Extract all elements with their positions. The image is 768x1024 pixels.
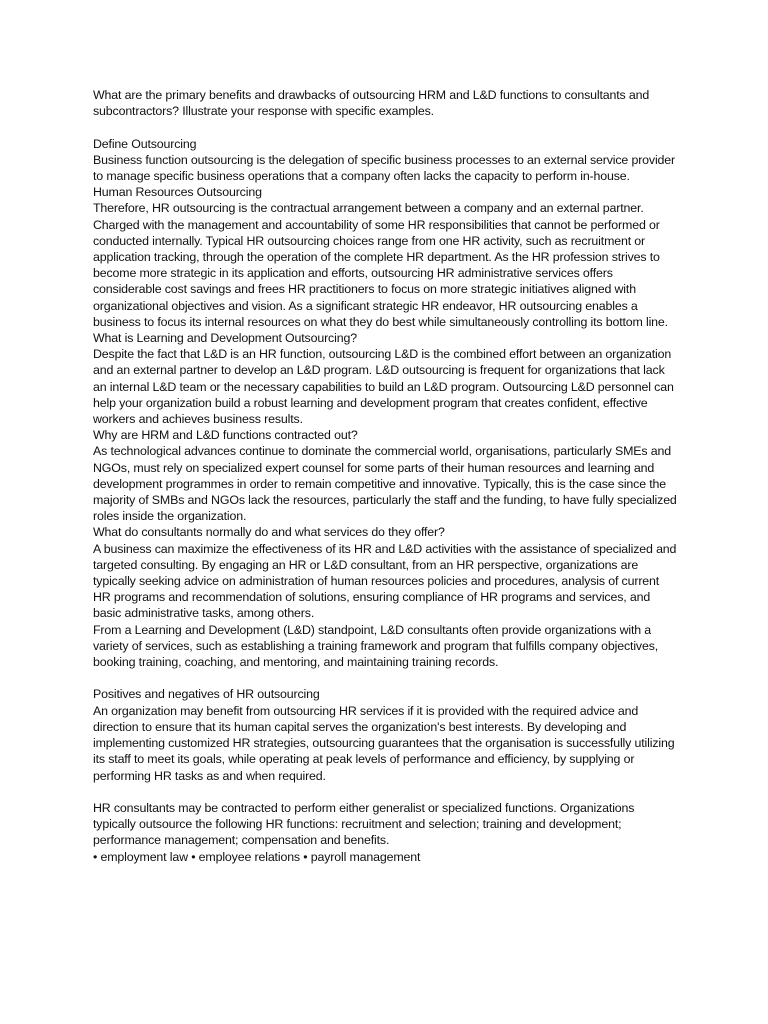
spacer: [93, 119, 678, 135]
section-hr-consultants: [93, 800, 678, 865]
document-page: [93, 87, 678, 865]
section-heading: What is Learning and Development Outsourcing?: [93, 331, 357, 346]
section-paragraph: Therefore, HR outsourcing is the contractual arrangement between a company and an external partner. Charged with the management and accountability of some HR responsibilities that cannot be performed or conducted internally. Typical HR outsourcing choices range from one HR activity, such as recruitment or application tracking, through the operation of the complete HR department. As the HR profession strives to become more strategic in its application and efforts, outsourcing HR administrative services offers considerable cost savings and frees HR practitioners to focus on more strategic initiatives aligned with organizational objectives and vision. As a significant strategic HR endeavor, HR outsourcing enables a business to focus its internal resources on what they do best while simultaneously controlling its bottom line.: [93, 201, 668, 329]
question-text: What are the primary benefits and drawbacks of outsourcing HRM and L&D functions to consultants and subcontractors? Illustrate your response with specific examples.: [93, 88, 650, 119]
bullet-list-line: • employment law • employee relations • payroll management: [93, 849, 421, 864]
section-positives-negatives: [93, 686, 678, 783]
spacer: [93, 784, 678, 800]
spacer: [93, 670, 678, 686]
section-hr-outsourcing: [93, 184, 678, 330]
section-paragraph: An organization may benefit from outsourcing HR services if it is provided with the required advice and direction to ensure that its human capital serves the organization's best interests. By developing and implementing customized HR strategies, outsourcing guarantees that the organisation is successfully utilizing its staff to meet its goals, while operating at peak levels of performance and efficiency, by supplying or performing HR tasks as and when required.: [93, 703, 675, 783]
section-paragraph: HR consultants may be contracted to perform either generalist or specialized functions. Organizations typically outsource the following HR functions: recruitment and selection; training and development; performance management; compensation and benefits.: [93, 800, 635, 848]
section-paragraph: From a Learning and Development (L&D) standpoint, L&D consultants often provide organizations with a variety of services, such as establishing a training framework and program that fulfills company objectives, booking training, coaching, and mentoring, and maintaining training records.: [93, 622, 659, 670]
section-consultant-services: [93, 524, 678, 670]
section-why-contracted: [93, 427, 678, 524]
section-heading: Define Outsourcing: [93, 136, 197, 151]
section-heading: Human Resources Outsourcing: [93, 185, 262, 200]
section-heading: Why are HRM and L&D functions contracted out?: [93, 428, 358, 443]
section-paragraph: A business can maximize the effectiveness of its HR and L&D activities with the assistance of specialized and targeted consulting. By engaging an HR or L&D consultant, from an HR perspective, organizations are typically seeking advice on administration of human resources policies and procedures, analysis of current HR programs and recommendation of solutions, ensuring compliance of HR programs and services, and basic administrative tasks, among others.: [93, 541, 677, 621]
section-heading: What do consultants normally do and what services do they offer?: [93, 525, 445, 540]
section-paragraph: Business function outsourcing is the delegation of specific business processes to an external service provider to manage specific business operations that a company often lacks the capacity to perform in-house.: [93, 152, 676, 183]
section-define-outsourcing: [93, 136, 678, 185]
section-ld-outsourcing: [93, 330, 678, 427]
section-paragraph: As technological advances continue to dominate the commercial world, organisations, particularly SMEs and NGOs, must rely on specialized expert counsel for some parts of their human resources and learning and development programmes in order to remain competitive and innovative. Typically, this is the case since the majority of SMBs and NGOs lack the resources, particularly the staff and the funding, to have fully specialized roles inside the organization.: [93, 444, 677, 524]
question-block: [93, 87, 678, 119]
section-paragraph: Despite the fact that L&D is an HR function, outsourcing L&D is the combined effort between an organization and an external partner to develop an L&D program. L&D outsourcing is frequent for organizations that lack an internal L&D team or the necessary capabilities to build an L&D program. Outsourcing L&D personnel can help your organization build a robust learning and development program that creates confident, effective workers and achieves business results.: [93, 347, 674, 427]
section-heading: Positives and negatives of HR outsourcing: [93, 687, 320, 702]
